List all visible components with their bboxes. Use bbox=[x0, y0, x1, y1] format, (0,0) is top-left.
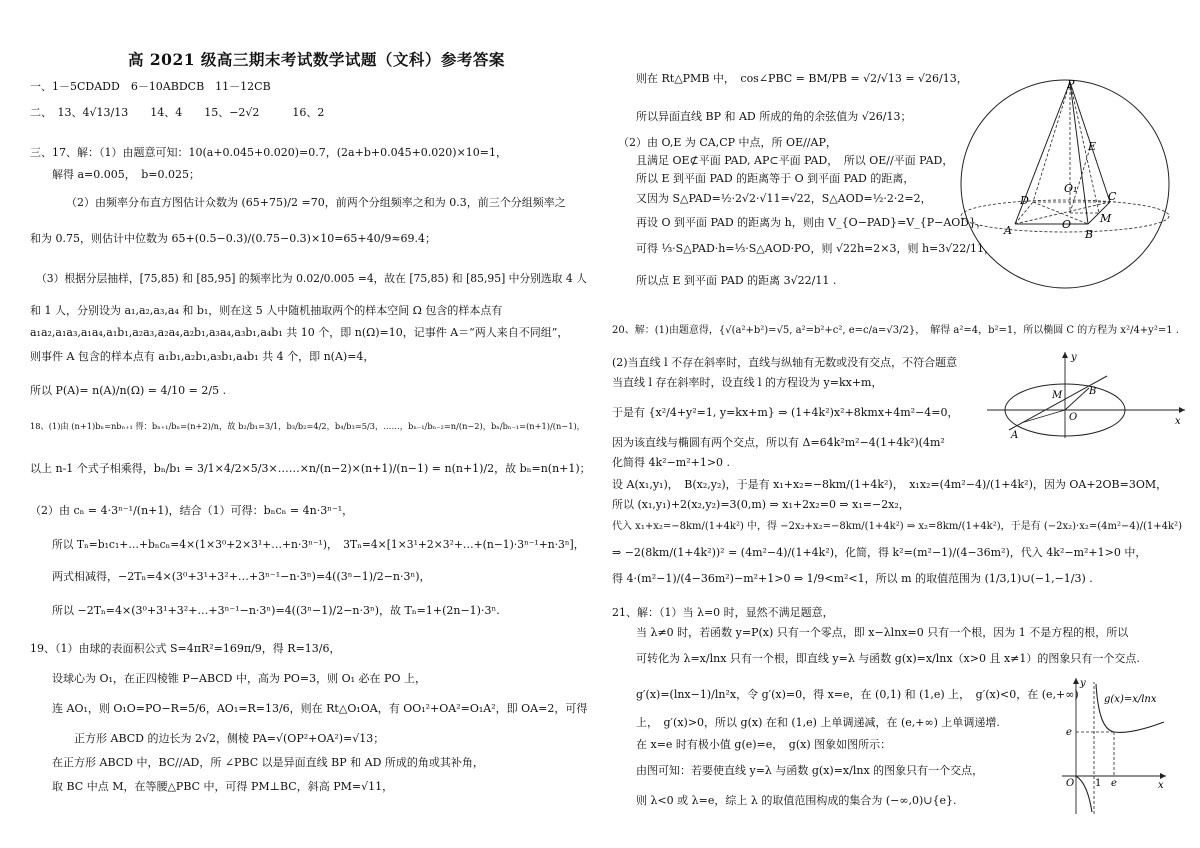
left-answer-line: 则事件 A 包含的样本点有 a₁b₁,a₂b₁,a₃b₁,a₄b₁ 共 4 个，即 n(A)=4， bbox=[30, 350, 375, 363]
right-answer-line: 所以 (x₁,y₁)+2(x₂,y₂)=3(0,m) ⇒ x₁+2x₂=0 ⇒ x₁=−2x₂， bbox=[612, 498, 910, 511]
fig-label: x bbox=[1175, 416, 1181, 427]
sphere-pyramid-figure bbox=[960, 76, 1170, 292]
fig-label: y bbox=[1080, 678, 1086, 689]
fig-label: P bbox=[1067, 78, 1075, 91]
gx-graph-figure bbox=[1058, 676, 1170, 816]
left-answer-line: 和为 0.75，则估计中位数为 65+(0.5−0.3)/(0.75−0.3)×10=65+40/9≈69.4； bbox=[30, 232, 437, 245]
left-answer-line: 正方形 ABCD 的边长为 2√2，侧棱 PA=√(OP²+OA²)=√13； bbox=[74, 732, 385, 745]
right-answer-line: 所以 E 到平面 PAD 的距离等于 O 到平面 PAD 的距离， bbox=[636, 172, 915, 185]
gx-curve-left bbox=[1076, 776, 1092, 812]
right-answer-line: 则在 Rt△PMB 中， cos∠PBC = BM/PB = √2/√13 = √26/13， bbox=[636, 72, 968, 85]
fig-label: O bbox=[1062, 218, 1072, 231]
right-answer-line: 设 A(x₁,y₁)， B(x₂,y₂)，于是有 x₁+x₂=−8km/(1+4k²)， x₁x₂=(4m²−4)/(1+4k²)，因为 OA+2OB=3OM， bbox=[612, 478, 1168, 491]
right-answer-line: 且满足 OE⊄平面 PAD, AP⊂平面 PAD， 所以 OE//平面 PAD， bbox=[636, 154, 954, 167]
left-answer-line: （3）根据分层抽样，[75,85) 和 [85,95] 的频率比为 0.02/0.005 =4，故在 [75,85) 和 [85,95] 中分别选取 4 人 bbox=[36, 272, 587, 285]
right-answer-line: 上， g′(x)>0，所以 g(x) 在和 (1,e) 上单调递减，在 (e,+∞) 上单调递增. bbox=[636, 716, 1000, 729]
right-answer-line: 又因为 S△PAD=½·2√2·√11=√22，S△AOD=½·2·2=2， bbox=[636, 192, 932, 205]
right-answer-line: 化简得 4k²−m²+1>0 . bbox=[612, 456, 731, 469]
right-answer-line: 可转化为 λ=x/lnx 只有一个根，即直线 y=λ 与函数 g(x)=x/lnx（x>0 且 x≠1）的图象只有一个交点. bbox=[636, 652, 1140, 665]
fig-label: A bbox=[1011, 430, 1019, 440]
left-answer-line: 连 AO₁，则 O₁O=PO−R=5/6，AO₁=R=13/6，则在 Rt△O₁OA，有 OO₁²+OA²=O₁A²，即 OA=2，可得 bbox=[52, 702, 588, 715]
left-answer-line: 和 1 人，分别设为 a₁,a₂,a₃,a₄ 和 b₁，则在这 5 人中随机抽取两个的样本空间 Ω 包含的样本点有 bbox=[30, 304, 503, 317]
left-answer-line: 所以 P(A)= n(A)/n(Ω) = 4/10 = 2/5 . bbox=[30, 384, 227, 397]
left-answer-line: （2）由 cₙ = 4·3ⁿ⁻¹/(n+1)，结合（1）可得：bₙcₙ = 4n·3ⁿ⁻¹， bbox=[30, 504, 354, 517]
fig-label: O₁ bbox=[1064, 182, 1078, 195]
fig-label: e bbox=[1111, 778, 1117, 789]
left-answer-line: 两式相减得，−2Tₙ=4×(3⁰+3¹+3²+…+3ⁿ⁻¹−n·3ⁿ)=4((3ⁿ−1)/2−n·3ⁿ)， bbox=[52, 570, 431, 583]
left-answer-line: 三、17、解：（1）由题意可知：10(a+0.045+0.020)=0.7，(2a+b+0.045+0.020)×10=1， bbox=[30, 146, 508, 159]
left-answer-line: 取 BC 中点 M，在等腰△PBC 中，可得 PM⊥BC，斜高 PM=√11， bbox=[52, 780, 394, 793]
fig-label: e bbox=[1066, 727, 1072, 738]
left-answer-line: 在正方形 ABCD 中，BC//AD，所 ∠PBC 以是异面直线 BP 和 AD 所成的角或其补角， bbox=[52, 756, 484, 769]
right-answer-line: 因为该直线与椭圆有两个交点，所以有 Δ=64k²m²−4(1+4k²)(4m² bbox=[612, 436, 945, 449]
fig-label: A bbox=[1004, 224, 1012, 237]
right-answer-line: 所以点 E 到平面 PAD 的距离 3√22/11 . bbox=[636, 274, 837, 287]
left-answer-line: 19、（1）由球的表面积公式 S=4πR²=169π/9，得 R=13/6， bbox=[30, 642, 341, 655]
fig-label: C bbox=[1108, 190, 1117, 203]
right-answer-line: 在 x=e 时有极小值 g(e)=e， g(x) 图象如图所示： bbox=[636, 738, 892, 751]
fig-label: x bbox=[1158, 780, 1164, 791]
left-answer-line: a₁a₂,a₁a₃,a₁a₄,a₁b₁,a₂a₃,a₂a₄,a₂b₁,a₃a₄,a₃b₁,a₄b₁ 共 10 个，即 n(Ω)=10，记事件 A＝“两人来自不同组”， bbox=[30, 326, 569, 339]
right-answer-line: 再设 O 到平面 PAD 的距离为 h，则由 V_{O−PAD}=V_{P−AOD}， bbox=[636, 216, 988, 229]
fig-label: O bbox=[1069, 412, 1078, 423]
right-answer-line: 于是有 {x²/4+y²=1, y=kx+m} ⇒ (1+4k²)x²+8kmx+4m²−4=0， bbox=[612, 406, 959, 419]
right-answer-line: (2)当直线 l 不存在斜率时，直线与纵轴有无数或没有交点，不符合题意 bbox=[612, 356, 958, 369]
left-answer-line: 一、1－5CDADD 6－10ABDCB 11－12CB bbox=[30, 80, 271, 93]
left-answer-line: 18、(1)由 (n+1)bₙ=nbₙ₊₁ 得：bₙ₊₁/bₙ=(n+2)/n，故 b₂/b₁=3/1，b₃/b₂=4/2，b₄/b₃=5/3，……，bₙ₋₁/bₙ₋₂=n/(n−2)，bₙ/bₙ₋₁=(n+1)/(n−1)， bbox=[30, 421, 585, 431]
right-answer-line: g′(x)=(lnx−1)/ln²x，令 g′(x)=0，得 x=e，在 (0,1) 和 (1,e) 上， g′(x)<0，在 (e,+∞) bbox=[636, 688, 1079, 701]
ellipse-figure bbox=[985, 348, 1190, 440]
page-title: 高 2021 级高三期末考试数学试题（文科）参考答案 bbox=[128, 50, 505, 69]
fig-label: B bbox=[1089, 386, 1097, 397]
right-answer-line: ⇒ −2(8km/(1+4k²))² = (4m²−4)/(1+4k²)，化简，得 k²=(m²−1)/(4−36m²)，代入 4k²−m²+1>0 中， bbox=[612, 546, 1147, 559]
gx-curve-right bbox=[1096, 684, 1164, 732]
fig-label: M bbox=[1052, 390, 1063, 401]
right-answer-line: 当 λ≠0 时，若函数 y=P(x) 只有一个零点，即 x−λlnx=0 只有一个根，因为 1 不是方程的根，所以 bbox=[636, 626, 1129, 639]
left-answer-line: （2）由频率分布直方图估计众数为 (65+75)/2 =70，前两个分组频率之和为 0.3，前三个分组频率之 bbox=[66, 196, 566, 209]
fig-label: y bbox=[1071, 352, 1077, 363]
right-answer-line: 21、解：（1）当 λ=0 时，显然不满足题意， bbox=[612, 606, 834, 619]
fig-label: B bbox=[1085, 228, 1094, 241]
fig-label: D bbox=[1020, 194, 1029, 207]
left-answer-line: 以上 n-1 个式子相乘得，bₙ/b₁ = 3/1×4/2×5/3×……×n/(n−2)×(n+1)/(n−1) = n(n+1)/2，故 bₙ=n(n+1)； bbox=[30, 462, 591, 475]
right-answer-line: 20、解：(1)由题意得，{√(a²+b²)=√5, a²=b²+c², e=c/a=√3/2}， 解得 a²=4，b²=1，所以椭圆 C 的方程为 x²/4+y²=1 . bbox=[612, 325, 1179, 336]
fig-label: g(x)=x/lnx bbox=[1104, 694, 1157, 705]
left-answer-line: 解得 a=0.005， b=0.025； bbox=[52, 168, 201, 181]
right-answer-line: （2）由 O,E 为 CA,CP 中点，所 OE//AP， bbox=[618, 136, 837, 149]
right-answer-line: 则 λ<0 或 λ=e，综上 λ 的取值范围构成的集合为 (−∞,0)∪{e}. bbox=[636, 794, 957, 807]
fig-label: E bbox=[1088, 140, 1097, 153]
right-answer-line: 代入 x₁+x₂=−8km/(1+4k²) 中，得 −2x₂+x₂=−8km/(1+4k²) ⇒ x₂=8km/(1+4k²)，于是有 (−2x₂)·x₂=(4m²−4)/(1+4k²) bbox=[612, 521, 1182, 532]
left-answer-line: 设球心为 O₁，在正四棱锥 P−ABCD 中，高为 PO=3，则 O₁ 必在 PO 上， bbox=[52, 672, 426, 685]
left-answer-line: 所以 Tₙ=b₁c₁+…+bₙcₙ=4×(1×3⁰+2×3¹+…+n·3ⁿ⁻¹)， 3Tₙ=4×[1×3¹+2×3²+…+(n−1)·3ⁿ⁻¹+n·3ⁿ]， bbox=[52, 538, 585, 551]
fig-label: M bbox=[1100, 212, 1112, 225]
right-answer-line: 当直线 l 存在斜率时，设直线 l 的方程设为 y=kx+m， bbox=[612, 376, 883, 389]
left-answer-line: 二、 13、4√13/13 14、4 15、−2√2 16、2 bbox=[30, 106, 325, 119]
right-answer-line: 所以异面直线 BP 和 AD 所成的角的余弦值为 √26/13； bbox=[636, 110, 912, 123]
fig-label: 1 bbox=[1095, 778, 1102, 789]
left-answer-line: 所以 −2Tₙ=4×(3⁰+3¹+3²+…+3ⁿ⁻¹−n·3ⁿ)=4((3ⁿ−1)/2−n·3ⁿ)，故 Tₙ=1+(2n−1)·3ⁿ. bbox=[52, 604, 500, 617]
right-answer-line: 可得 ⅓·S△PAD·h=⅓·S△AOD·PO，则 √22h=2×3，则 h=3√22/11， bbox=[636, 242, 995, 255]
right-answer-line: 由图可知：若要使直线 y=λ 与函数 g(x)=x/lnx 的图象只有一个交点， bbox=[636, 764, 984, 777]
right-answer-line: 得 4·(m²−1)/(4−36m²)−m²+1>0 ⇒ 1/9<m²<1，所以 m 的取值范围为 (1/3,1)∪(−1,−1/3) . bbox=[612, 572, 1093, 585]
fig-label: O bbox=[1066, 778, 1075, 789]
